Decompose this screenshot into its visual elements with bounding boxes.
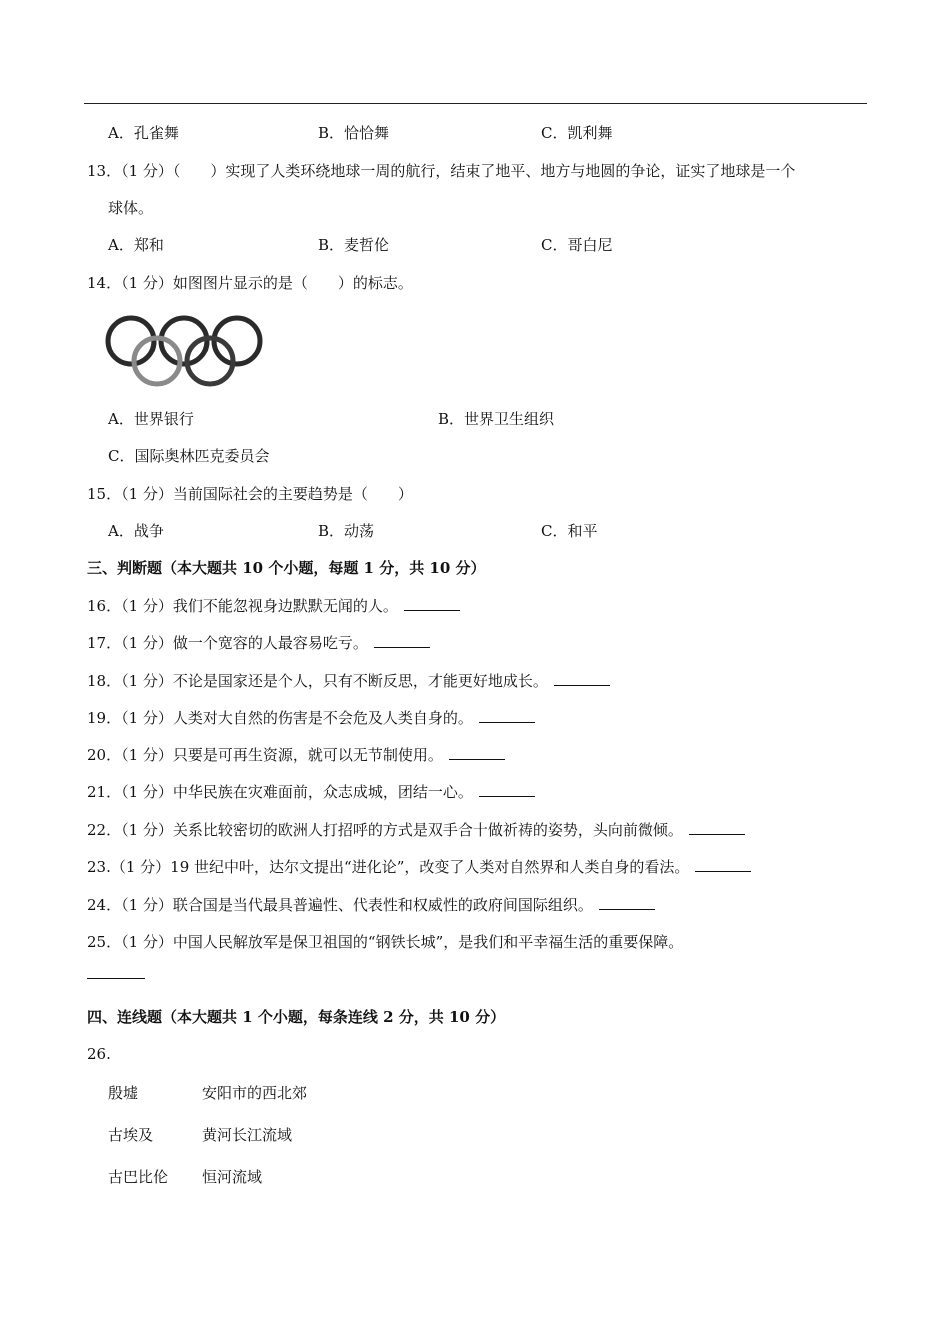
question-20-text: 20．（1 分）只要是可再生资源，就可以无节制使用。 [87, 746, 443, 764]
question-26-number: 26. [87, 1045, 111, 1063]
match-left-1[interactable]: 殷墟 [108, 1084, 139, 1102]
question-17 [87, 633, 430, 653]
question-19 [87, 708, 535, 728]
match-right-1[interactable]: 安阳市的西北郊 [202, 1084, 308, 1102]
q14-option-a: A．世界银行 [108, 410, 194, 428]
question-16 [87, 596, 460, 616]
q13-option-b: B．麦哲伦 [318, 236, 390, 254]
question-19-text: 19．（1 分）人类对大自然的伤害是不会危及人类自身的。 [87, 709, 473, 727]
question-22 [87, 820, 745, 840]
q15-option-c: C．和平 [541, 522, 598, 540]
question-17-text: 17．（1 分）做一个宽容的人最容易吃亏。 [87, 634, 368, 652]
q15-stem: 15．（1 分）当前国际社会的主要趋势是（ ） [87, 485, 413, 503]
q13-stem-cont: 球体。 [108, 199, 154, 217]
match-left-3[interactable]: 古巴比伦 [108, 1168, 169, 1186]
q15-option-a: A．战争 [108, 522, 164, 540]
section-4-title: 四、连线题（本大题共 1 个小题，每条连线 2 分，共 10 分） [87, 1008, 506, 1026]
answer-blank-16[interactable] [404, 596, 460, 611]
match-left-2[interactable]: 古埃及 [108, 1126, 154, 1144]
answer-blank-18[interactable] [554, 671, 610, 686]
question-20 [87, 745, 505, 765]
olympic-rings-icon [104, 311, 270, 391]
section-3-title: 三、判断题（本大题共 10 个小题，每题 1 分，共 10 分） [87, 559, 486, 577]
q12-option-a: A．孔雀舞 [108, 124, 179, 142]
ring-overlap-2 [205, 341, 207, 351]
q13-option-a: A．郑和 [108, 236, 164, 254]
q12-option-c: C．凯利舞 [541, 124, 613, 142]
answer-blank-24[interactable] [599, 895, 655, 910]
q12-option-b: B．恰恰舞 [318, 124, 390, 142]
answer-blank-23[interactable] [695, 857, 751, 872]
question-21 [87, 782, 535, 802]
answer-blank-22[interactable] [689, 820, 745, 835]
answer-blank-19[interactable] [479, 708, 535, 723]
question-18-text: 18．（1 分）不论是国家还是个人，只有不断反思，才能更好地成长。 [87, 672, 548, 690]
q14-option-b: B．世界卫生组织 [438, 410, 555, 428]
question-21-text: 21．（1 分）中华民族在灾难面前，众志成城，团结一心。 [87, 783, 473, 801]
question-24-text: 24．（1 分）联合国是当代最具普遍性、代表性和权威性的政府间国际组织。 [87, 896, 593, 914]
ring-overlap-1 [152, 341, 154, 351]
q14-stem: 14．（1 分）如图图片显示的是（ ）的标志。 [87, 274, 413, 292]
q13-stem: 13．（1 分）（ ）实现了人类环绕地球一周的航行，结束了地平、地方与地圆的争论，证实了地球是一个 [87, 162, 796, 180]
match-right-3[interactable]: 恒河流域 [202, 1168, 263, 1186]
answer-blank-25[interactable] [87, 978, 145, 979]
answer-blank-20[interactable] [449, 745, 505, 760]
q15-option-b: B．动荡 [318, 522, 375, 540]
question-24 [87, 895, 655, 915]
question-18 [87, 671, 610, 691]
question-22-text: 22．（1 分）关系比较密切的欧洲人打招呼的方式是双手合十做祈祷的姿势，头向前微倾。 [87, 821, 683, 839]
match-right-2[interactable]: 黄河长江流域 [202, 1126, 293, 1144]
q14-option-c: C．国际奥林匹克委员会 [108, 447, 270, 465]
question-23-text: 23.（1 分）19 世纪中叶，达尔文提出“进化论”，改变了人类对自然界和人类自身的看法。 [87, 858, 690, 876]
q13-option-c: C．哥白尼 [541, 236, 613, 254]
question-25 [87, 932, 683, 952]
answer-blank-21[interactable] [479, 782, 535, 797]
question-23 [87, 857, 751, 877]
question-16-text: 16．（1 分）我们不能忽视身边默默无闻的人。 [87, 597, 398, 615]
question-25-text: 25．（1 分）中国人民解放军是保卫祖国的“钢铁长城”，是我们和平幸福生活的重要保障。 [87, 933, 684, 951]
answer-blank-17[interactable] [374, 633, 430, 648]
header-rule [84, 103, 867, 104]
